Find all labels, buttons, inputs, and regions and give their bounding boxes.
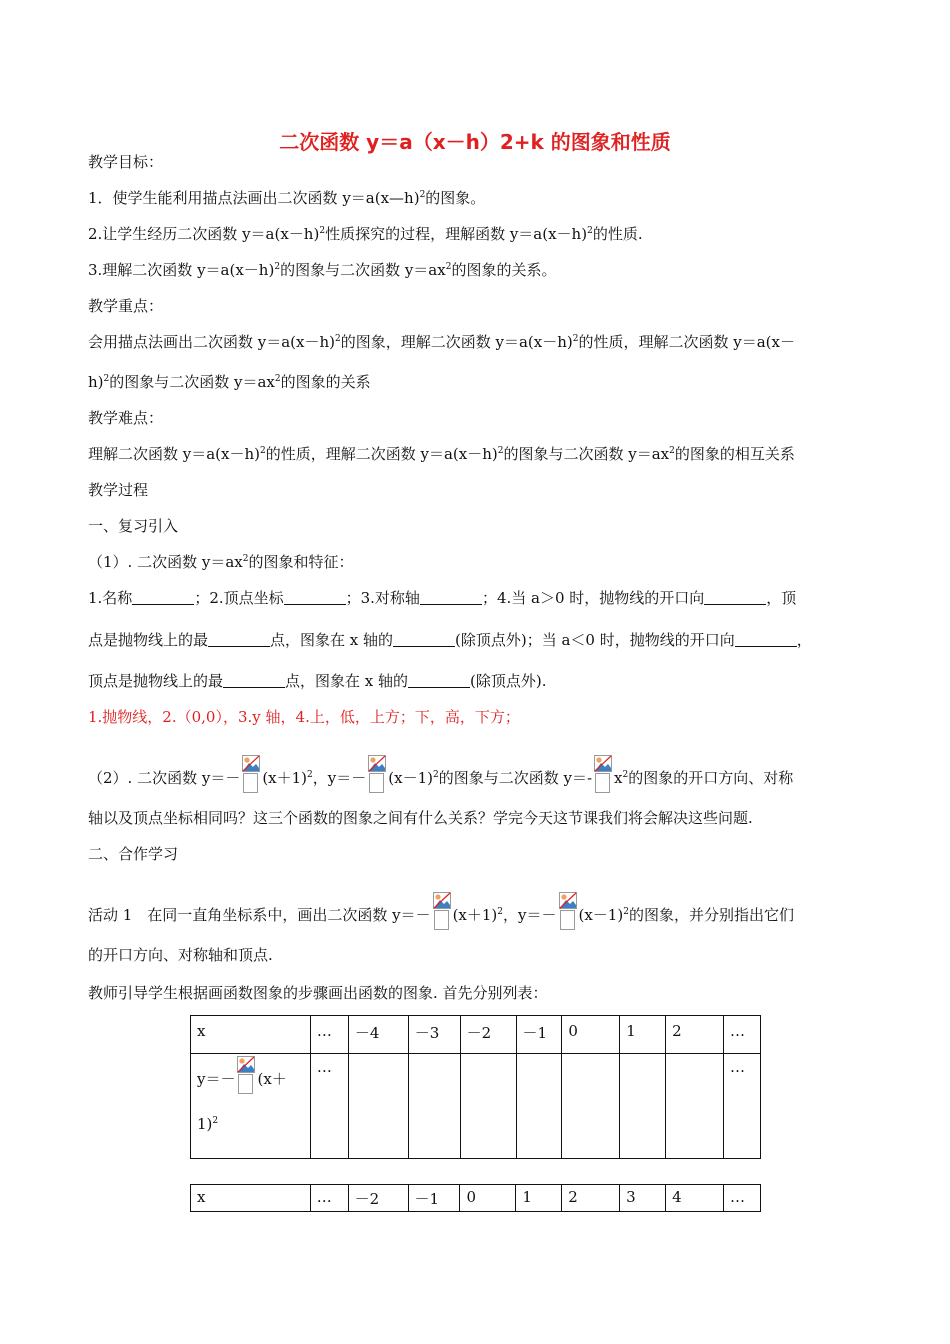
question-1-intro: （1）. 二次函数 $y=ax^2$的图象和特征：: [88, 553, 354, 571]
table-row: [191, 1016, 761, 1054]
fraction-image-icon: [237, 1056, 255, 1094]
table-cell: －2: [460, 1016, 516, 1054]
table-cell: －3: [408, 1016, 460, 1054]
table-cell: x: [191, 1016, 311, 1054]
table-cell: …: [310, 1054, 348, 1159]
question-1-line-2: 点是抛物线上的最 点，图象在 x 轴的 (除顶点外)；当 a＜0 时，抛物线的开口向 ，: [88, 631, 812, 649]
table-cell: …: [724, 1054, 761, 1159]
fraction-image-icon: [433, 892, 451, 930]
question-2-line-1: （2）. 二次函数 y＝－ $(x+1)^2$，y＝－ $(x-1)^2$的图象与二次函数 y＝- $x^2$的图象的开口方向、对称: [88, 755, 793, 793]
table-cell: －2: [348, 1185, 408, 1212]
table-cell: [348, 1054, 408, 1159]
table-cell: [620, 1054, 666, 1159]
goal-2: 2.让学生经历二次函数 $y=a(x-h)^2$性质探究的过程，理解函数 $y=a(x-h)^2$的性质.: [88, 225, 643, 243]
key-heading: 教学重点：: [88, 297, 164, 315]
table-cell: [408, 1054, 460, 1159]
fraction-image-icon: [594, 755, 612, 793]
table-cell: 2: [666, 1016, 724, 1054]
table-cell: 1: [620, 1016, 666, 1054]
table-cell: x: [191, 1185, 311, 1212]
goal-1: 1．使学生能利用描点法画出二次函数 y＝a(x—h)$^2$的图象。: [88, 189, 486, 207]
table-cell: [666, 1054, 724, 1159]
table-cell: －4: [348, 1016, 408, 1054]
table-cell: 0: [562, 1016, 620, 1054]
page-title: 二次函数 y＝a（x－h）2+k 的图象和性质: [279, 130, 671, 154]
table-cell: …: [310, 1185, 348, 1212]
fraction-image-icon: [368, 755, 386, 793]
table-row-label: y＝－ (x＋ 1)$^2$: [191, 1054, 311, 1159]
table-cell: [562, 1054, 620, 1159]
goals-heading: 教学目标：: [88, 153, 164, 171]
table-cell: [516, 1054, 562, 1159]
table-cell: …: [310, 1016, 348, 1054]
answer-line: 1.抛物线，2.（0,0），3.y 轴，4.上，低，上方；下，高，下方；: [88, 708, 520, 726]
section-1-heading: 一、复习引入: [88, 517, 179, 535]
table-cell: 1: [516, 1185, 562, 1212]
table-cell: －1: [408, 1185, 460, 1212]
table-row: [191, 1185, 761, 1212]
section-2-heading: 二、合作学习: [88, 845, 179, 863]
difficulty-line: 理解二次函数 $y=a(x-h)^2$的性质，理解二次函数 $y=a(x-h)^2$的图象与二次函数 $y=ax^2$的图象的相互关系: [88, 445, 795, 463]
value-table-1: [190, 1015, 761, 1159]
key-line-1: 会用描点法画出二次函数 $y=a(x-h)^2$的图象，理解二次函数 $y=a(x-h)^2$的性质，理解二次函数 y＝a(x－: [88, 333, 795, 351]
fraction-image-icon: [559, 892, 577, 930]
table-cell: [460, 1054, 516, 1159]
activity-1-line-2: 的开口方向、对称轴和顶点.: [88, 946, 273, 964]
activity-1-line-1: 活动 1 在同一直角坐标系中，画出二次函数 y＝－ $(x+1)^2$，y＝－ $(x-1)^2$的图象，并分别指出它们: [88, 892, 794, 930]
question-1-line-3: 顶点是抛物线上的最 点，图象在 x 轴的 (除顶点外).: [88, 672, 547, 690]
table-cell: 2: [562, 1185, 620, 1212]
question-1-line-1: 1.名称 ；2.顶点坐标 ；3.对称轴 ；4.当 a＞0 时，抛物线的开口向 ，顶: [88, 589, 797, 607]
table-cell: 3: [620, 1185, 666, 1212]
fraction-image-icon: [242, 755, 260, 793]
table-cell: …: [723, 1185, 760, 1212]
teacher-guide-line: 教师引导学生根据画函数图象的步骤画出函数的图象. 首先分别列表：: [88, 984, 548, 1002]
key-line-2: h)$^2$的图象与二次函数 $y=ax^2$的图象的关系: [88, 373, 371, 391]
table-row: [191, 1054, 761, 1159]
table-cell: 4: [666, 1185, 724, 1212]
goal-3: 3.理解二次函数 $y=a(x-h)^2$的图象与二次函数 $y=ax^2$的图象的关系。: [88, 261, 557, 279]
table-cell: 0: [460, 1185, 516, 1212]
difficulty-heading: 教学难点：: [88, 409, 164, 427]
value-table-2: [190, 1184, 761, 1212]
process-heading: 教学过程: [88, 481, 149, 499]
table-cell: －1: [516, 1016, 562, 1054]
table-cell: …: [724, 1016, 761, 1054]
question-2-line-2: 轴以及顶点坐标相同吗？这三个函数的图象之间有什么关系？学完今天这节课我们将会解决这些问题.: [88, 809, 753, 827]
